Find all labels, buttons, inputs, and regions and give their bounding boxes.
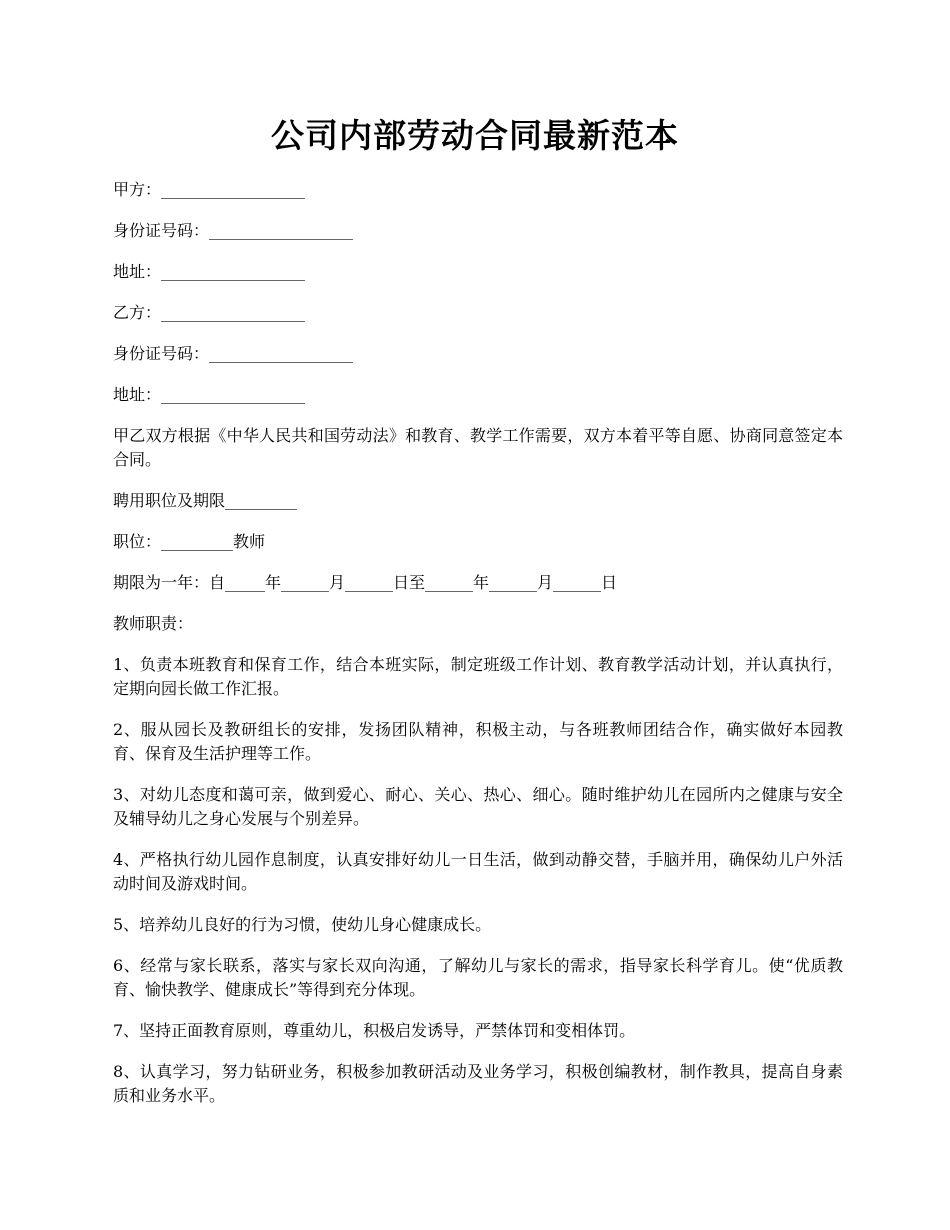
party-b-line: 乙方：__________________	[113, 303, 306, 322]
party-b-id-line: 身份证号码：__________________	[113, 344, 354, 363]
duty-item: 8、认真学习，努力钻研业务，积极参加教研活动及业务学习，积极创编教材，制作教具，提高自身素质和业务水平。	[113, 1062, 843, 1105]
party-b-address-line: 地址：__________________	[113, 385, 306, 404]
duty-item: 6、经常与家长联系，落实与家长双向沟通，了解幼儿与家长的需求，指导家长科学育儿。使“优质教育、愉快教学、健康成长”等得到充分体现。	[113, 956, 843, 999]
party-a-id-line: 身份证号码：__________________	[113, 221, 354, 240]
party-a-address-line: 地址：__________________	[113, 262, 306, 281]
duties-heading: 教师职责：	[113, 614, 194, 633]
duty-item: 2、服从园长及教研组长的安排，发扬团队精神，积极主动，与各班教师团结合作，确实做好本园教育、保育及生活护理等工作。	[113, 720, 843, 763]
duty-item: 4、严格执行幼儿园作息制度，认真安排好幼儿一日生活，做到动静交替，手脑并用，确保幼儿户外活动时间及游戏时间。	[113, 850, 843, 893]
intro-paragraph: 甲乙双方根据《中华人民共和国劳动法》和教育、教学工作需要，双方本着平等自愿、协商同意签定本合同。	[113, 426, 843, 469]
duty-item: 1、负责本班教育和保育工作，结合本班实际，制定班级工作计划、教育教学活动计划，并认真执行，定期向园长做工作汇报。	[113, 655, 843, 698]
party-a-line: 甲方：__________________	[113, 180, 306, 199]
duty-item: 5、培养幼儿良好的行为习惯，使幼儿身心健康成长。	[113, 915, 492, 934]
duty-item: 3、对幼儿态度和蔼可亲，做到爱心、耐心、关心、热心、细心。随时维护幼儿在园所内之健康与安全及辅导幼儿之身心发展与个别差异。	[113, 785, 843, 828]
employment-heading: 聘用职位及期限_________	[113, 491, 298, 510]
term-line: 期限为一年：自_____年______月______日至______年______月______日	[113, 573, 618, 592]
document-title: 公司内部劳动合同最新范本	[271, 116, 679, 155]
position-line: 职位：_________教师	[113, 532, 266, 551]
duty-item: 7、坚持正面教育原则，尊重幼儿，积极启发诱导，严禁体罚和变相体罚。	[113, 1021, 636, 1040]
document-body	[113, 178, 843, 1125]
